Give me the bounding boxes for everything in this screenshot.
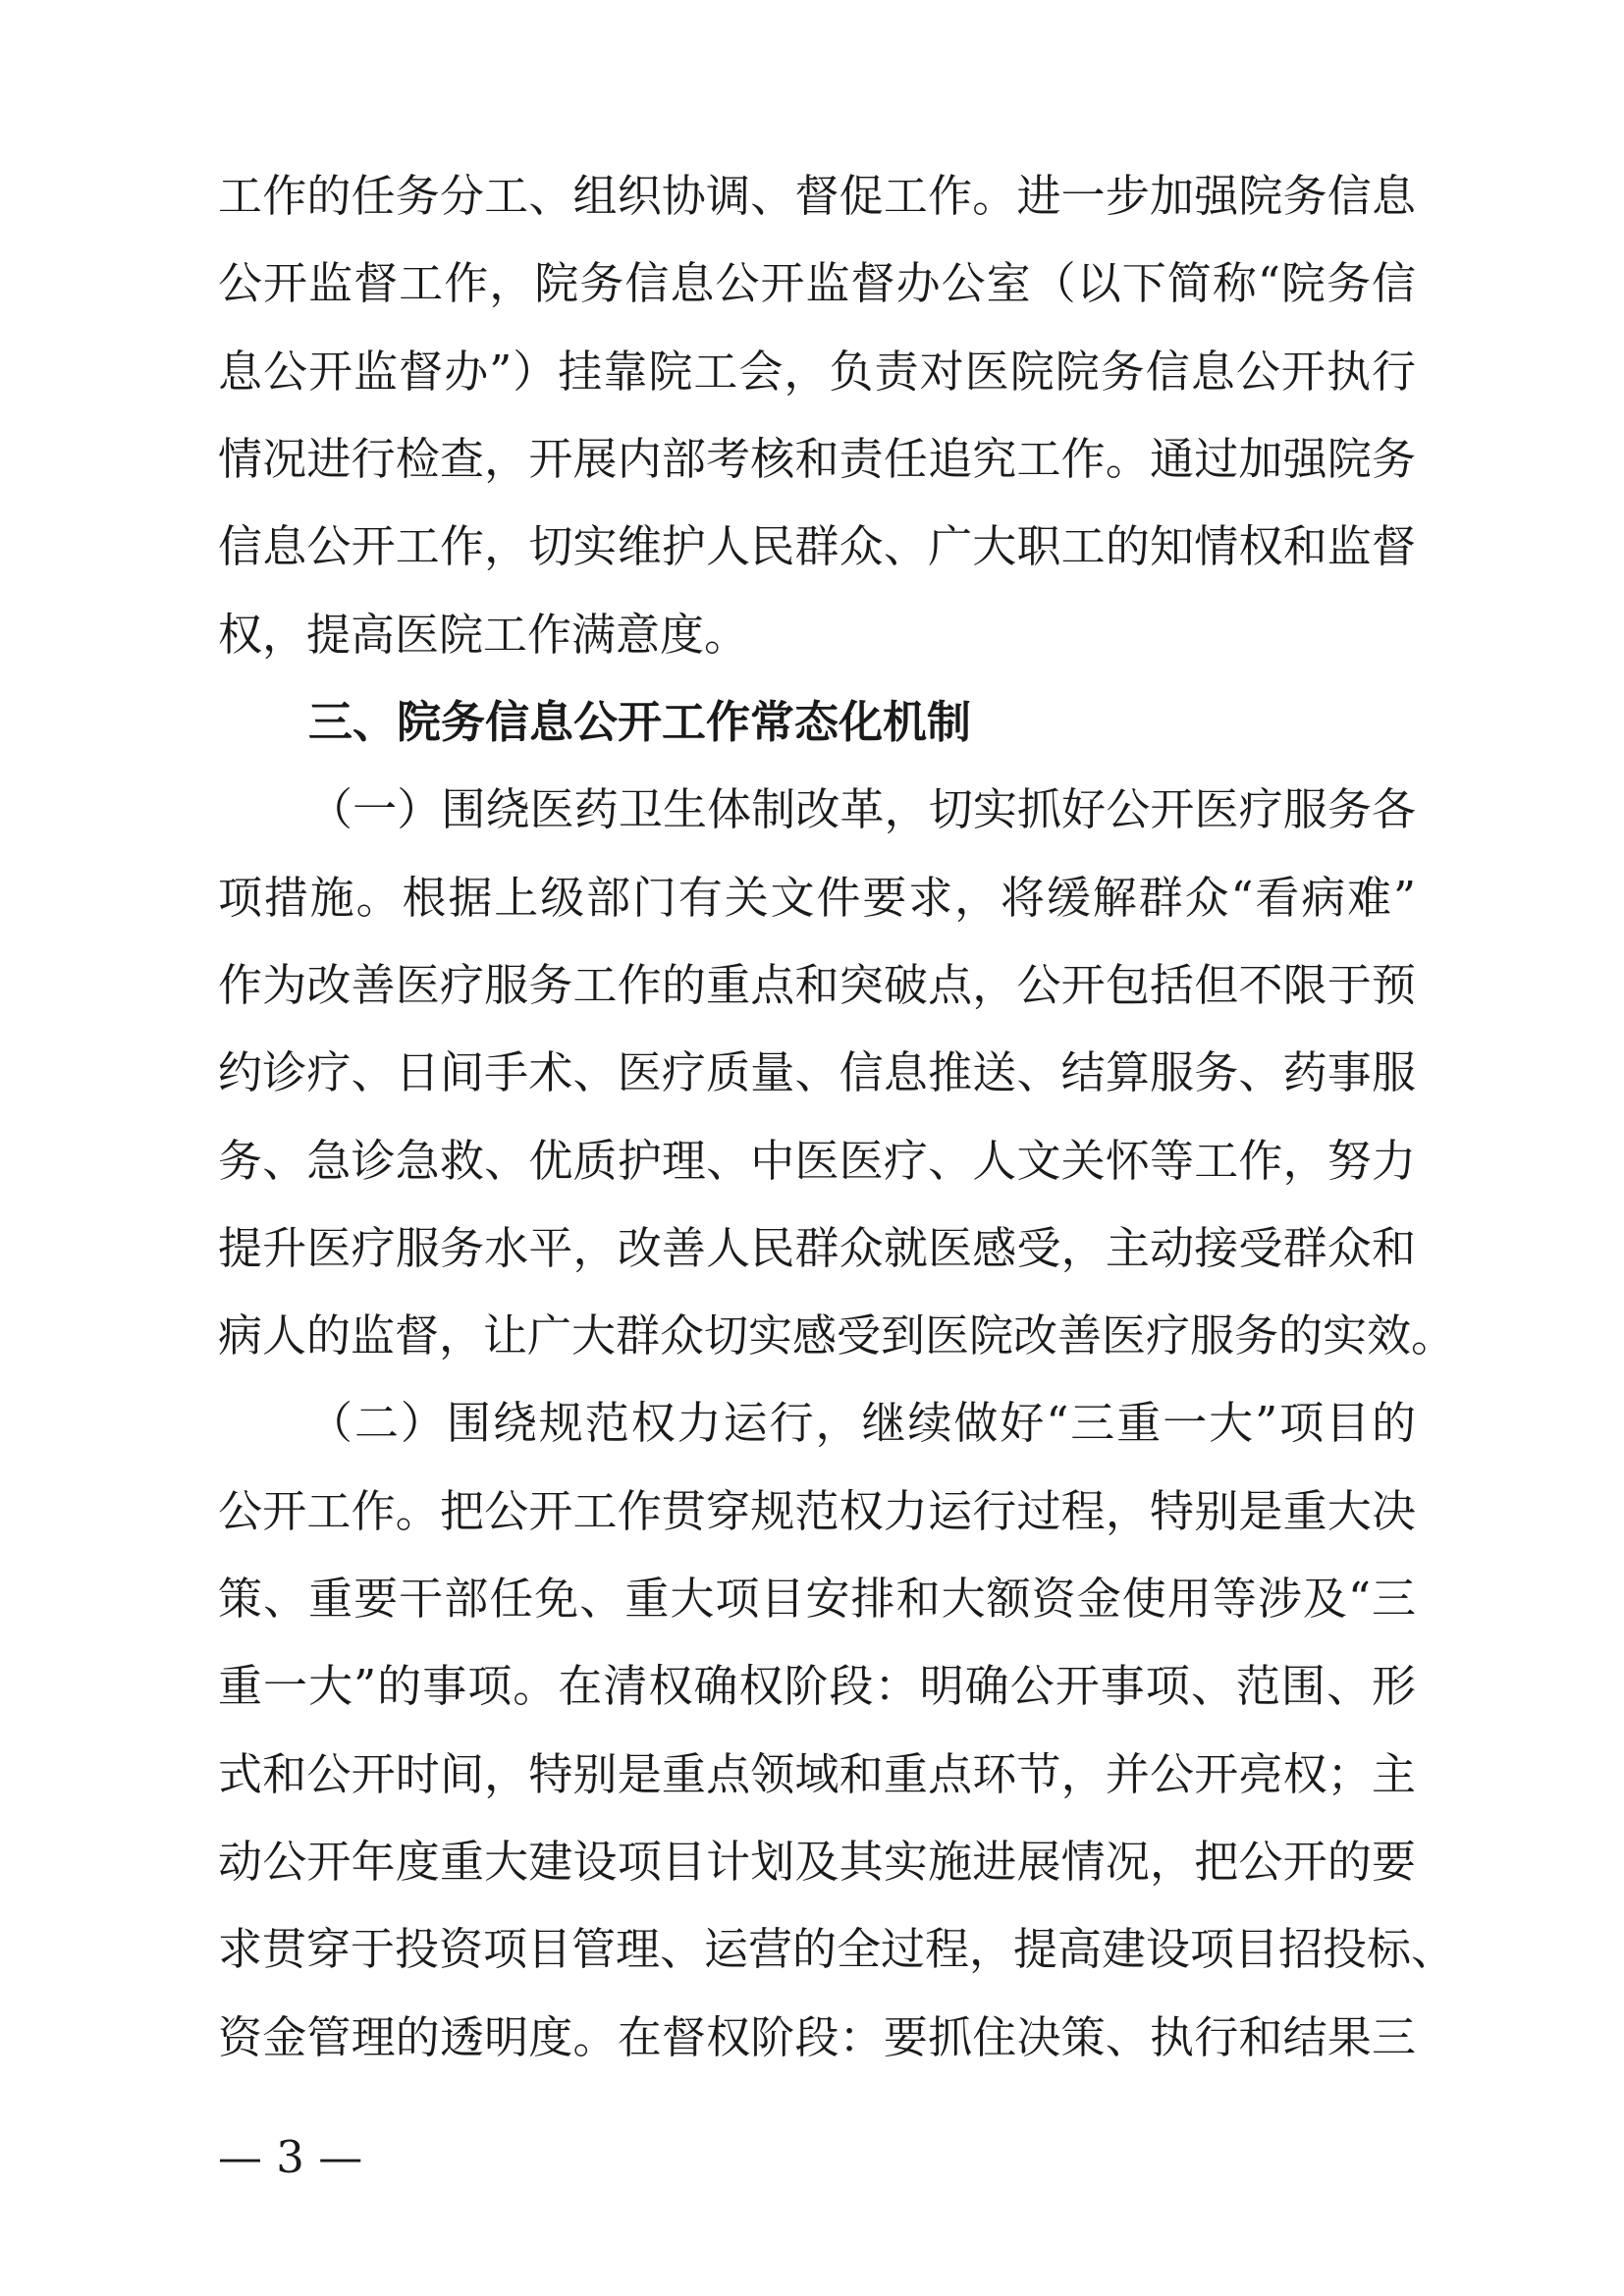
body-text-line: 求贯穿于投资项目管理、运营的全过程，提高建设项目招投标、 (218, 1923, 1456, 1975)
body-text-line: 务、急诊急救、优质护理、中医医疗、人文关怀等工作，努力 (218, 1135, 1416, 1187)
body-text-line: 项措施。根据上级部门有关文件要求，将缓解群众“看病难” (218, 872, 1416, 924)
body-text-line: 工作的任务分工、组织协调、督促工作。进一步加强院务信息 (218, 170, 1416, 222)
page-number: — 3 — (218, 2131, 363, 2183)
body-text-line: 公开监督工作，院务信息公开监督办公室（以下简称“院务信 (218, 257, 1416, 309)
body-text-line: 息公开监督办”）挂靠院工会，负责对医院院务信息公开执行 (218, 346, 1416, 398)
body-text-line: 约诊疗、日间手术、医疗质量、信息推送、结算服务、药事服 (218, 1046, 1416, 1098)
body-text-line: 重一大”的事项。在清权确权阶段：明确公开事项、范围、形 (218, 1660, 1416, 1712)
body-text-line: 情况进行检查，开展内部考核和责任追究工作。通过加强院务 (218, 433, 1416, 485)
body-text-line: 动公开年度重大建设项目计划及其实施进展情况，把公开的要 (218, 1836, 1416, 1888)
body-text-line: 病人的监督，让广大群众切实感受到医院改善医疗服务的实效。 (218, 1309, 1456, 1362)
body-text-line: 策、重要干部任免、重大项目安排和大额资金使用等涉及“三 (218, 1573, 1416, 1625)
body-text-line: 作为改善医疗服务工作的重点和突破点，公开包括但不限于预 (218, 959, 1416, 1011)
body-text-line: 式和公开时间，特别是重点领域和重点环节，并公开亮权；主 (218, 1748, 1416, 1800)
body-text-line: （一）围绕医药卫生体制改革，切实抓好公开医疗服务各 (308, 783, 1416, 835)
body-text-line: 提升医疗服务水平，改善人民群众就医感受，主动接受群众和 (218, 1222, 1416, 1274)
body-text-line: （二）围绕规范权力运行，继续做好“三重一大”项目的 (308, 1397, 1416, 1449)
body-text-line: 资金管理的透明度。在督权阶段：要抓住决策、执行和结果三 (218, 2011, 1416, 2063)
section-heading: 三、院务信息公开工作常态化机制 (308, 696, 972, 748)
body-text-line: 公开工作。把公开工作贯穿规范权力运行过程，特别是重大决 (218, 1485, 1416, 1537)
body-text-line: 权，提高医院工作满意度。 (218, 609, 749, 661)
body-text-line: 信息公开工作，切实维护人民群众、广大职工的知情权和监督 (218, 520, 1416, 572)
